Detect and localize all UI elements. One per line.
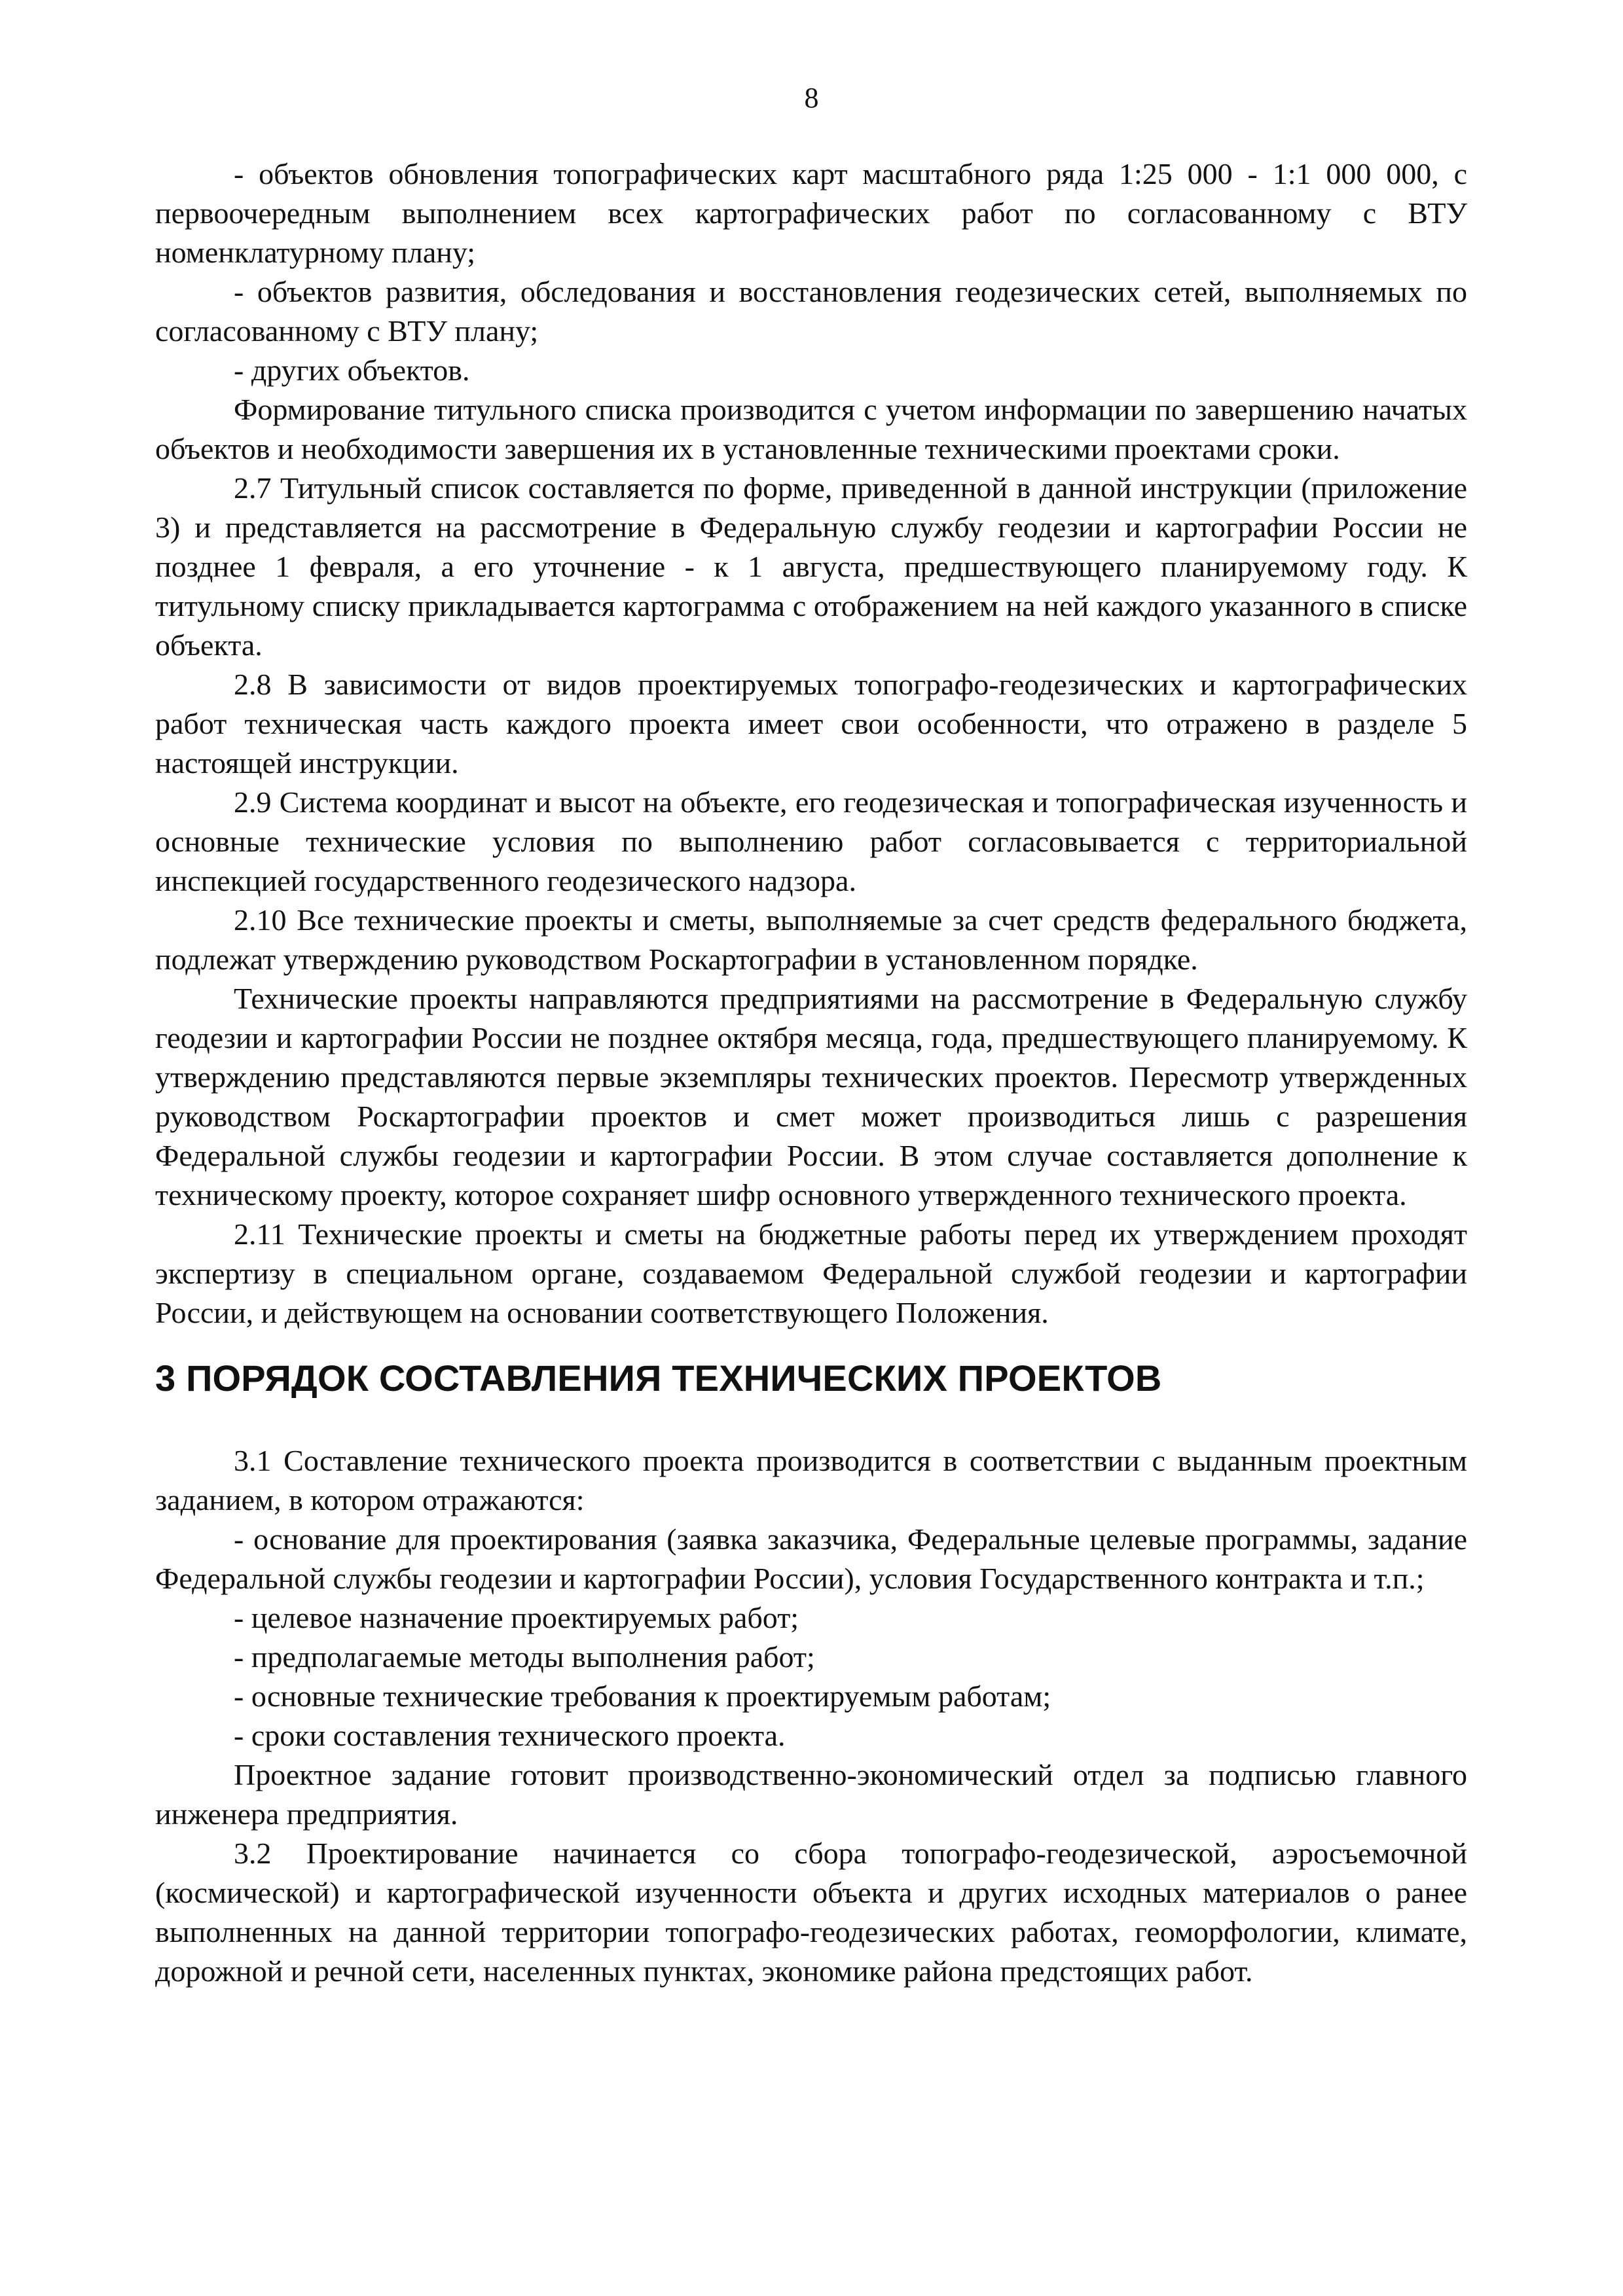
paragraph-2-10: 2.10 Все технические проекты и сметы, выполняемые за счет средств федерального бюджета, подлежат утверждению руководством Роскартографии в установленном порядке. — [155, 903, 1467, 976]
paragraph-2-11: 2.11 Технические проекты и сметы на бюджетные работы перед их утверждением проходят экспертизу в специальном органе, создаваемом Федеральной службой геодезии и картографии России, и действующем на основании соответствующего Положения. — [155, 1217, 1467, 1329]
paragraph-projects-submission: Технические проекты направляются предприятиями на рассмотрение в Федеральную службу геодезии и картографии России не позднее октября месяца, года, предшествующего планируемому. К утверждению представляются первые экземпляры технических проектов. Пересмотр утвержденных руководством Роскартографии проектов и смет может производиться лишь с разрешения Федеральной службы геодезии и картографии России. В этом случае составляется дополнение к техническому проекту, которое сохраняет шифр основного утвержденного технического проекта. — [155, 982, 1467, 1211]
list-item-basis: - основание для проектирования (заявка заказчика, Федеральные целевые программы, задание Федеральной службы геодезии и картографии России), условия Государственного контракта и т.п.; — [155, 1522, 1467, 1595]
paragraph-2-9: 2.9 Система координат и высот на объекте, его геодезическая и топографическая изученность и основные технические условия по выполнению работ согласовывается с территориальной инспекцией государственного геодезического надзора. — [155, 785, 1467, 897]
paragraph-3-1: 3.1 Составление технического проекта производится в соответствии с выданным проектным заданием, в котором отражаются: — [155, 1444, 1467, 1516]
list-item-methods: - предполагаемые методы выполнения работ; — [234, 1640, 815, 1674]
list-item-deadlines: - сроки составления технического проекта. — [234, 1719, 786, 1752]
paragraph-title-list-forming: Формирование титульного списка производится с учетом информации по завершению начатых объектов и необходимости завершения их в установленные техническими проектами сроки. — [155, 393, 1467, 465]
section-3-heading: 3 ПОРЯДОК СОСТАВЛЕНИЯ ТЕХНИЧЕСКИХ ПРОЕКТОВ — [155, 1357, 1162, 1399]
list-item-purpose: - целевое назначение проектируемых работ; — [234, 1601, 799, 1634]
paragraph-project-task: Проектное задание готовит производственно-экономический отдел за подписью главного инженера предприятия. — [155, 1758, 1467, 1831]
list-item-other-objects: - других объектов. — [234, 353, 470, 387]
list-item-topo-maps: - объектов обновления топографических карт масштабного ряда 1:25 000 - 1:1 000 000, с первоочередным выполнением всех картографических работ по согласованному с ВТУ номенклатурному плану; — [155, 157, 1467, 269]
page-content — [155, 154, 1467, 1991]
list-item-requirements: - основные технические требования к проектируемым работам; — [234, 1679, 1051, 1713]
page-number: 8 — [804, 82, 819, 114]
paragraph-2-7: 2.7 Титульный список составляется по форме, приведенной в данной инструкции (приложение 3) и представляется на рассмотрение в Федеральную службу геодезии и картографии России не позднее 1 февраля, а его уточнение - к 1 августа, предшествующего планируемому году. К титульному списку прикладывается картограмма с отображением на ней каждого указанного в списке объекта. — [155, 471, 1467, 662]
list-item-geodetic-networks: - объектов развития, обследования и восстановления геодезических сетей, выполняемых по согласованному с ВТУ плану; — [155, 275, 1467, 348]
paragraph-3-2: 3.2 Проектирование начинается со сбора топографо-геодезической, аэросъемочной (космической) и картографической изученности объекта и других исходных материалов о ранее выполненных на данной территории топографо-геодезических работах, геоморфологии, климате, дорожной и речной сети, населенных пунктах, экономике района предстоящих работ. — [155, 1837, 1467, 1988]
paragraph-2-8: 2.8 В зависимости от видов проектируемых топографо-геодезических и картографических работ техническая часть каждого проекта имеет свои особенности, что отражено в разделе 5 настоящей инструкции. — [155, 668, 1467, 780]
